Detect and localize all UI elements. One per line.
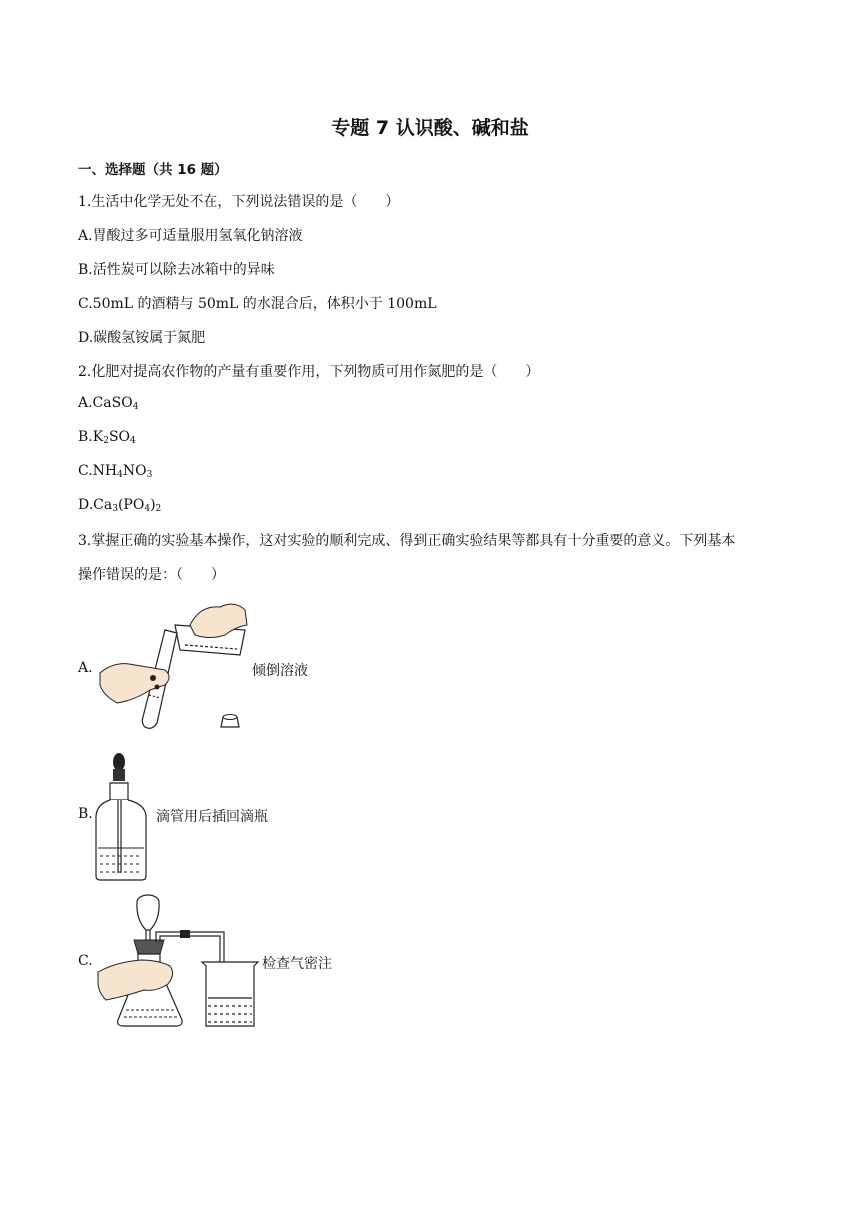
question-3-option-a-label: A. <box>78 660 93 676</box>
airtightness-check-illustration <box>96 892 264 1032</box>
dropper-bottle-illustration <box>92 748 152 884</box>
question-1-option-a: A.胃酸过多可适量服用氢氧化钠溶液 <box>78 228 303 244</box>
dropper-bulb-icon <box>113 753 125 771</box>
question-3-stem-line-2: 操作错误的是：（ ） <box>78 567 225 583</box>
question-1-option-d: D.碳酸氢铵属于氮肥 <box>78 330 206 346</box>
question-3-option-b-label: B. <box>78 806 93 822</box>
question-1-option-b: B.活性炭可以除去冰箱中的异味 <box>78 262 275 278</box>
question-2-stem: 2.化肥对提高农作物的产量有重要作用，下列物质可用作氮肥的是（ ） <box>78 364 540 380</box>
question-2-option-a: A.CaSO$_4$ <box>78 395 139 412</box>
question-3-option-c-caption: 检查气密注 <box>262 956 332 972</box>
question-2-option-d: $D.Ca_3(PO_4)_2$ <box>78 497 162 514</box>
question-2-option-c: $C.NH_4NO_3$ <box>78 463 153 480</box>
question-3-option-b-caption: 滴管用后插回滴瓶 <box>156 809 268 825</box>
question-3-option-a-caption: 倾倒溶液 <box>252 663 308 679</box>
question-3-option-c-label: C. <box>78 953 93 969</box>
pouring-liquid-illustration <box>95 595 255 735</box>
page-title: 专题 7 认识酸、碱和盐 <box>331 117 529 139</box>
water-beaker-icon <box>202 962 258 1026</box>
question-3-stem-line-1: 3.掌握正确的实验基本操作，这对实验的顺利完成、得到正确实验结果等都具有十分重要的意义。下列基本 <box>78 533 736 549</box>
section-heading: 一、选择题（共 16 题） <box>78 162 228 178</box>
question-1-option-c: C.50mL 的酒精与 50mL 的水混合后，体积小于 100mL <box>78 296 437 312</box>
question-1-stem: 1.生活中化学无处不在，下列说法错误的是（ ） <box>78 194 400 210</box>
question-2-option-b: $B.K_2SO_4$ <box>78 429 136 446</box>
